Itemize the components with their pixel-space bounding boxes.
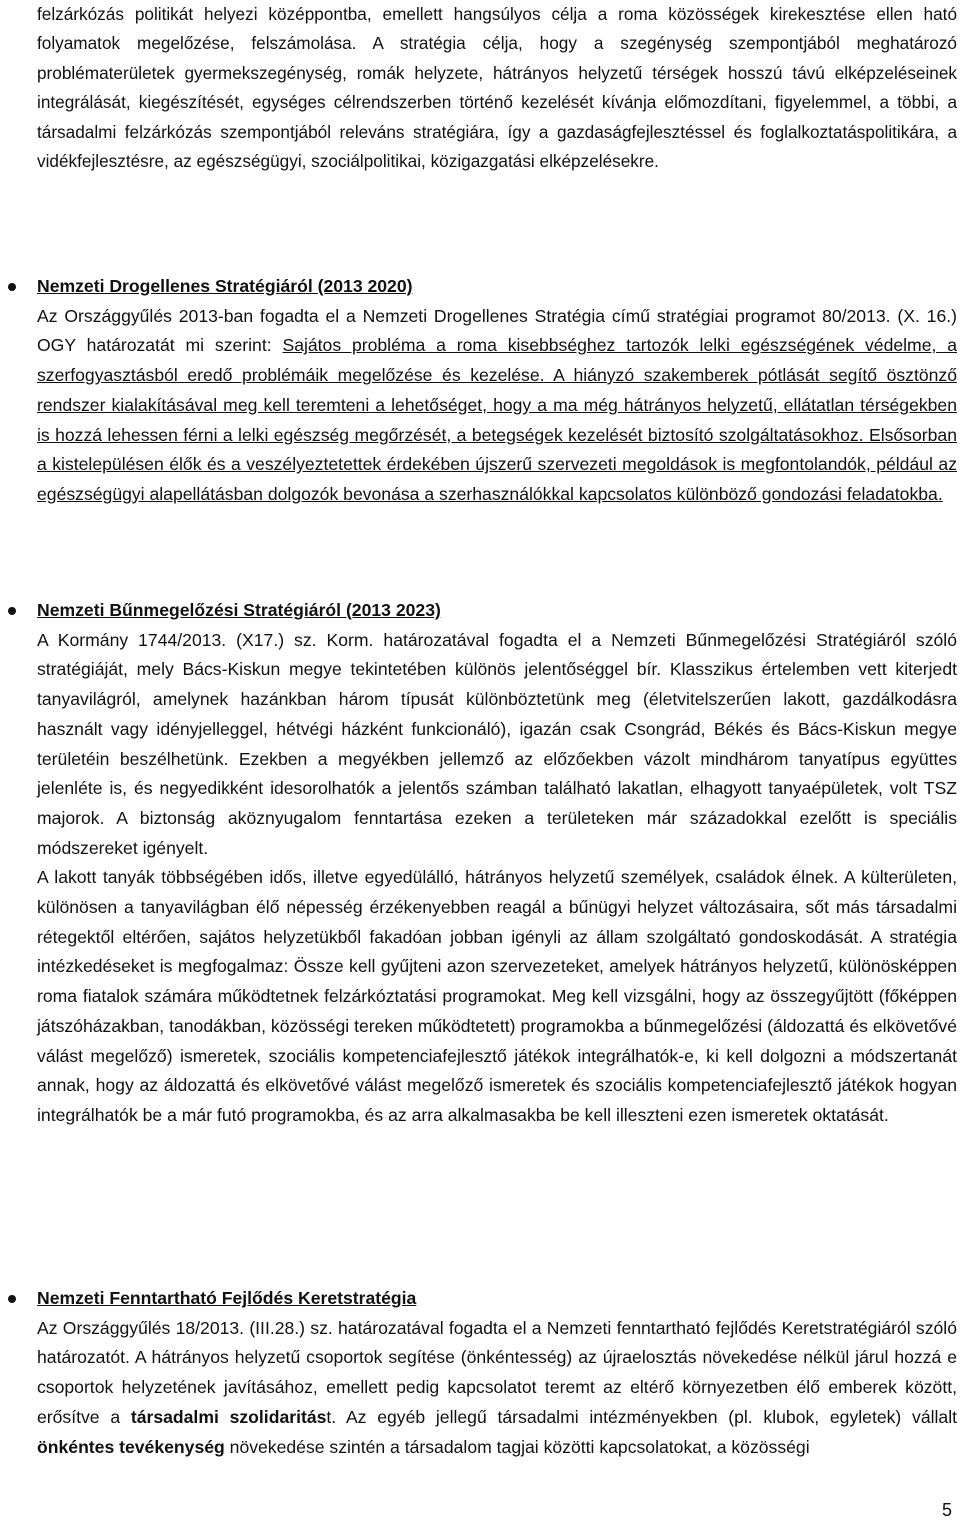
section-heading: Nemzeti Drogellenes Stratégiáról (2013 2020) bbox=[37, 276, 413, 296]
body-text: növekedése szintén a társadalom tagjai közötti kapcsolatokat, a közösségi bbox=[224, 1436, 810, 1457]
section-body: A Kormány 1744/2013. (X17.) sz. Korm. határozatával fogadta el a Nemzeti Bűnmegelőzési Stratégiáról szóló stratégiáját, mely Bács-Kiskun megye tekintetében különös jelentőséggel bír. Klasszikus értelemben vett kiterjedt tanyavilágról, amelynek hazánkban három típusát különböztetünk meg (életvitelszerűen lakott, gazdálkodásra használt vagy idényjelleggel, hétvégi házként funkcionáló), igazán csak Csongrád, Békés és Bács-Kiskun megye területéin beszélhetünk. Ezekben a megyékben jellemző az előzőekben vázolt mindhárom tanyatípus együttes jelenléte is, és negyedikként idesorolhatók a jelentős számban található lakatlan, elhagyott tanyaépületek, volt TSZ majorok. A biztonság aköznyugalom fenntartása ezeken a területeken már századokkal ezelőtt is speciális módszereket igényelt. bbox=[37, 629, 957, 858]
body-text: t. Az egyéb jellegű társadalmi intézményekben (pl. klubok, egyletek) vállalt bbox=[326, 1406, 957, 1427]
bold-text: társadalmi szolidaritás bbox=[130, 1406, 327, 1427]
bullet-icon bbox=[8, 1295, 16, 1303]
intro-paragraph: felzárkózás politikát helyezi középpontba, emellett hangsúlyos célja a roma közösségek kirekesztése ellen ható folyamatok megelőzése, felszámolása. A stratégia célja, hogy a szegénység szempontjából meghatározó problématerületek gyermekszegénység, romák helyzete, hátrányos helyzetű térségek hosszú távú elképzeléseinek integrálását, kiegészítését, egységes célrendszerben történő kezelését kívánja előmozdítani, figyelemmel, a többi, a társadalmi felzárkózás szempontjából releváns stratégiára, így a gazdaságfejlesztéssel és foglalkoztatáspolitikára, a vidékfejlesztésre, az egészségügyi, szociálpolitikai, közigazgatási elképzelésekre. bbox=[37, 4, 957, 172]
underlined-text: A hiányzó szakemberek pótlását segítő ösztönző rendszer kialakításával meg kell teremteni a lehetőséget, hogy a ma még hátrányos helyzetű, ellátatlan térségekben is hozzá lehessen férni a lelki egészség megőrzését, a betegségek kezelését biztosító szolgáltatásokhoz. bbox=[37, 365, 958, 445]
section-body bbox=[37, 302, 957, 510]
section-body bbox=[37, 1314, 957, 1463]
bold-text: önkéntes tevékenység bbox=[37, 1436, 225, 1457]
section-heading: Nemzeti Fenntartható Fejlődés Keretstratégia bbox=[37, 1288, 417, 1308]
body-text: Az Országgyűlés 2013-ban fogadta el a Nemzeti Drogellenes Stratégia című stratégiai programot 80/2013. (X. 16.) OGY határozatát mi szerint: bbox=[37, 305, 957, 356]
bullet-icon bbox=[8, 283, 16, 291]
section-drug-strategy bbox=[37, 272, 957, 510]
section-sustainable-development bbox=[37, 1284, 957, 1462]
underlined-quote: Sajátos probléma a roma kisebbséghez tartozók lelki egészségének védelme, a szerfogyasztásból eredő problémáik megelőzése és kezelése. bbox=[37, 335, 958, 386]
page-number: 5 bbox=[941, 1500, 952, 1520]
body-text: Az Országgyűlés 18/2013. (III.28.) sz. határozatával fogadta el a Nemzeti fenntartható fejlődés Keretstratégiáról szóló határozatót. A hátrányos helyzetű csoportok segítése (önkéntesség) az újraelosztás növekedése nélkül járul hozzá e csoportok helyzetének javításához, emellett pedig kapcsolatot teremt az eltérő környezetben élő emberek között, erősítve a bbox=[37, 1317, 957, 1427]
underlined-text: Elsősorban a kistelepülésen élők és a veszélyeztetettek érdekében újszerű szervezeti megoldások is megfontolandók, például az egészségügyi alapellátásban dolgozók bevonása a szerhasználókkal kapcsolatos különböző gondozási feladatokba. bbox=[37, 424, 957, 504]
section-crime-prevention bbox=[37, 596, 957, 1131]
section-heading: Nemzeti Bűnmegelőzési Stratégiáról (2013 2023) bbox=[37, 600, 441, 620]
section-body: A lakott tanyák többségében idős, illetve egyedülálló, hátrányos helyzetű személyek, családok élnek. A külterületen, különösen a tanyavilágban élő népesség érzékenyebben reagál a bűnügyi helyzet változásaira, sőt más társadalmi rétegektől eltérően, sajátos helyzetükből fakadóan jobban igényli az állam szolgáltató gondoskodását. A stratégia intézkedéseket is megfogalmaz: Össze kell gyűjteni azon szervezeteket, amelyek hátrányos helyzetű, különösképpen roma fiatalok számára működtetnek felzárkóztatási programokat. Meg kell vizsgálni, hogy az összegyűjtött (főképpen játszóházakban, tanodákban, közösségi tereken működtetett) programokba a bűnmegelőzési (áldozattá és elkövetővé válást megelőző) ismeretek, szociális kompetenciafejlesztő játékok integrálhatók-e, ki kell dolgozni a módszertanát annak, hogy az áldozattá és elkövetővé válást megelőző ismeretek és szociális kompetenciafejlesztő játékok hogyan integrálhatók be a már futó programokba, és az arra alkalmasakba be kell illeszteni ezen ismeretek oktatását. bbox=[37, 867, 957, 1125]
bullet-icon bbox=[8, 607, 16, 615]
